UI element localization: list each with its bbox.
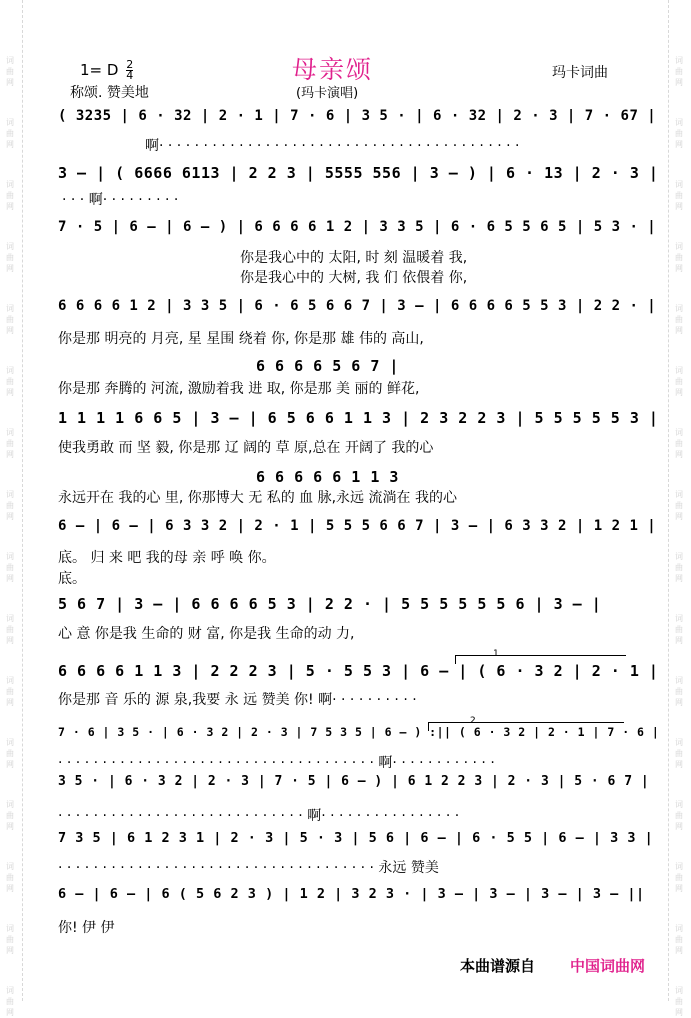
notation-line: 7 3 5 | 6 1 2 3 1 | 2 · 3 | 5 · 3 | 5 6 | 6 – | 6 · 5 5 | 6 – | 3 3 | [58, 830, 654, 846]
notation-line: 7 · 6 | 3 5 · | 6 · 3 2 | 2 · 3 | 7 5 3 5 | 6 – ) :|| ( 6 · 3 2 | 2 · 1 | 7 · 6 | [58, 725, 660, 739]
lyric-line: 你是那 奔腾的 河流, 激励着我 进 取, 你是那 美 丽的 鲜花, [58, 381, 420, 397]
watermark-text: 词曲网 [675, 924, 683, 955]
song-title: 母亲颂 [292, 55, 374, 84]
notation-line: 3 – | ( 6666 6113 | 2 2 3 | 5555 556 | 3 – ) | 6 · 13 | 2 · 3 | [58, 164, 659, 182]
source-note: 本曲谱源自 [460, 957, 536, 975]
time-signature-bottom: 4 [126, 69, 134, 82]
watermark-text: 词曲网 [6, 800, 14, 831]
notation-line: 6 – | 6 – | 6 ( 5 6 2 3 ) | 1 2 | 3 2 3 · | 3 – | 3 – | 3 – | 3 – || [58, 886, 645, 902]
watermark-text: 词曲网 [6, 428, 14, 459]
expression-mark: 称颂. 赞美地 [70, 85, 149, 101]
watermark-text: 词曲网 [675, 242, 683, 273]
notation-line: 7 · 5 | 6 – | 6 – ) | 6 6 6 6 1 2 | 3 3 5 | 6 · 6 5 5 6 5 | 5 3 · | [58, 219, 657, 235]
lyric-line: · · · 啊· · · · · · · · · [62, 192, 179, 208]
watermark-text: 词曲网 [675, 304, 683, 335]
watermark-text: 词曲网 [6, 304, 14, 335]
watermark-text: 词曲网 [675, 986, 683, 1017]
key-signature: 1= D $\frac{2}{4}$ [80, 58, 134, 82]
lyric-line: · · · · · · · · · · · · · · · · · · · · · · · · · · · · · · · · · · · · 永远 赞美 [58, 860, 439, 876]
volta-2-number: 2 [470, 716, 476, 726]
watermark-text: 词曲网 [675, 738, 683, 769]
watermark-text: 词曲网 [675, 614, 683, 645]
lyric-line: 你是我心中的 太阳, 时 刻 温暖着 我, [240, 250, 468, 266]
watermark-text: 词曲网 [6, 366, 14, 397]
watermark-text: 词曲网 [6, 676, 14, 707]
watermark-text: 词曲网 [675, 366, 683, 397]
watermark-text: 词曲网 [6, 614, 14, 645]
watermark-text: 词曲网 [6, 180, 14, 211]
volta-1-bracket [455, 655, 626, 664]
watermark-text: 词曲网 [675, 490, 683, 521]
composer-credit: 玛卡词曲 [552, 65, 608, 81]
notation-line: 6 6 6 6 5 6 7 | [256, 357, 399, 375]
watermark-text: 词曲网 [675, 676, 683, 707]
notation-line: 1 1 1 1 6 6 5 | 3 – | 6 5 6 6 1 1 3 | 2 3 2 2 3 | 5 5 5 5 5 3 | [58, 409, 659, 427]
watermark-text: 词曲网 [6, 56, 14, 87]
volta-2-bracket [428, 722, 624, 731]
left-watermark-strip [0, 0, 23, 1017]
watermark-text: 词曲网 [6, 738, 14, 769]
notation-line: 6 – | 6 – | 6 3 3 2 | 2 · 1 | 5 5 5 6 6 7 | 3 – | 6 3 3 2 | 1 2 1 | [58, 518, 657, 534]
watermark-text: 词曲网 [675, 800, 683, 831]
lyric-line: 啊· · · · · · · · · · · · · · · · · · · · · · · · · · · · · · · · · · · · · · · · · [145, 138, 520, 154]
watermark-text: 词曲网 [675, 862, 683, 893]
volta-1-number: 1 [493, 649, 499, 659]
watermark-text: 词曲网 [6, 862, 14, 893]
notation-line: 6 6 6 6 6 1 1 3 [256, 468, 399, 486]
lyric-line: · · · · · · · · · · · · · · · · · · · · · · · · · · · · · · · · · · · · 啊· · · · · · · · · · · · [58, 755, 495, 771]
watermark-text: 词曲网 [675, 428, 683, 459]
watermark-text: 词曲网 [6, 986, 14, 1017]
lyric-line: 你是我心中的 大树, 我 们 依偎着 你, [240, 270, 468, 286]
watermark-text: 词曲网 [6, 490, 14, 521]
lyric-line: · · · · · · · · · · · · · · · · · · · · · · · · · · · · 啊· · · · · · · · · · · · · · · · [58, 808, 460, 824]
watermark-text: 词曲网 [6, 242, 14, 273]
watermark-text: 词曲网 [6, 924, 14, 955]
lyric-line: 永远开在 我的心 里, 你那博大 无 私的 血 脉,永远 流淌在 我的心 [58, 490, 457, 506]
notation-line: 3 5 · | 6 · 3 2 | 2 · 3 | 7 · 5 | 6 – ) | 6 1 2 2 3 | 2 · 3 | 5 · 6 7 | [58, 774, 650, 789]
notation-line: 5 6 7 | 3 – | 6 6 6 6 5 3 | 2 2 · | 5 5 5 5 5 5 6 | 3 – | [58, 595, 602, 613]
watermark-text: 词曲网 [675, 552, 683, 583]
source-site-link[interactable]: 中国词曲网 [570, 957, 646, 975]
lyric-line: 你是那 音 乐的 源 泉,我要 永 远 赞美 你! 啊· · · · · · · · · · [58, 692, 417, 708]
notation-line: 6 6 6 6 1 1 3 | 2 2 2 3 | 5 · 5 5 3 | 6 – | ( 6 · 3 2 | 2 · 1 | [58, 662, 659, 680]
notation-line: 6 6 6 6 1 2 | 3 3 5 | 6 · 6 5 6 6 7 | 3 – | 6 6 6 6 5 5 3 | 2 2 · | [58, 298, 657, 314]
lyric-line: 心 意 你是我 生命的 财 富, 你是我 生命的动 力, [58, 626, 355, 642]
right-watermark-strip [668, 0, 691, 1017]
lyric-line: 使我勇敢 而 坚 毅, 你是那 辽 阔的 草 原,总在 开阔了 我的心 [58, 440, 434, 456]
watermark-text: 词曲网 [6, 118, 14, 149]
lyric-line: 底。 归 来 吧 我的母 亲 呼 唤 你。 [58, 550, 276, 566]
watermark-text: 词曲网 [675, 118, 683, 149]
watermark-text: 词曲网 [675, 180, 683, 211]
lyric-line: 你! 伊 伊 [58, 920, 115, 936]
notation-line: ( 3235 | 6 · 32 | 2 · 1 | 7 · 6 | 3 5 · | 6 · 32 | 2 · 3 | 7 · 67 | [58, 108, 657, 124]
watermark-text: 词曲网 [6, 552, 14, 583]
time-signature-top: 2 [126, 58, 134, 71]
singer-credit: (玛卡演唱) [296, 86, 359, 101]
lyric-line: 底。 [58, 571, 86, 587]
watermark-text: 词曲网 [675, 56, 683, 87]
lyric-line: 你是那 明亮的 月亮, 星 星围 绕着 你, 你是那 雄 伟的 高山, [58, 331, 424, 347]
